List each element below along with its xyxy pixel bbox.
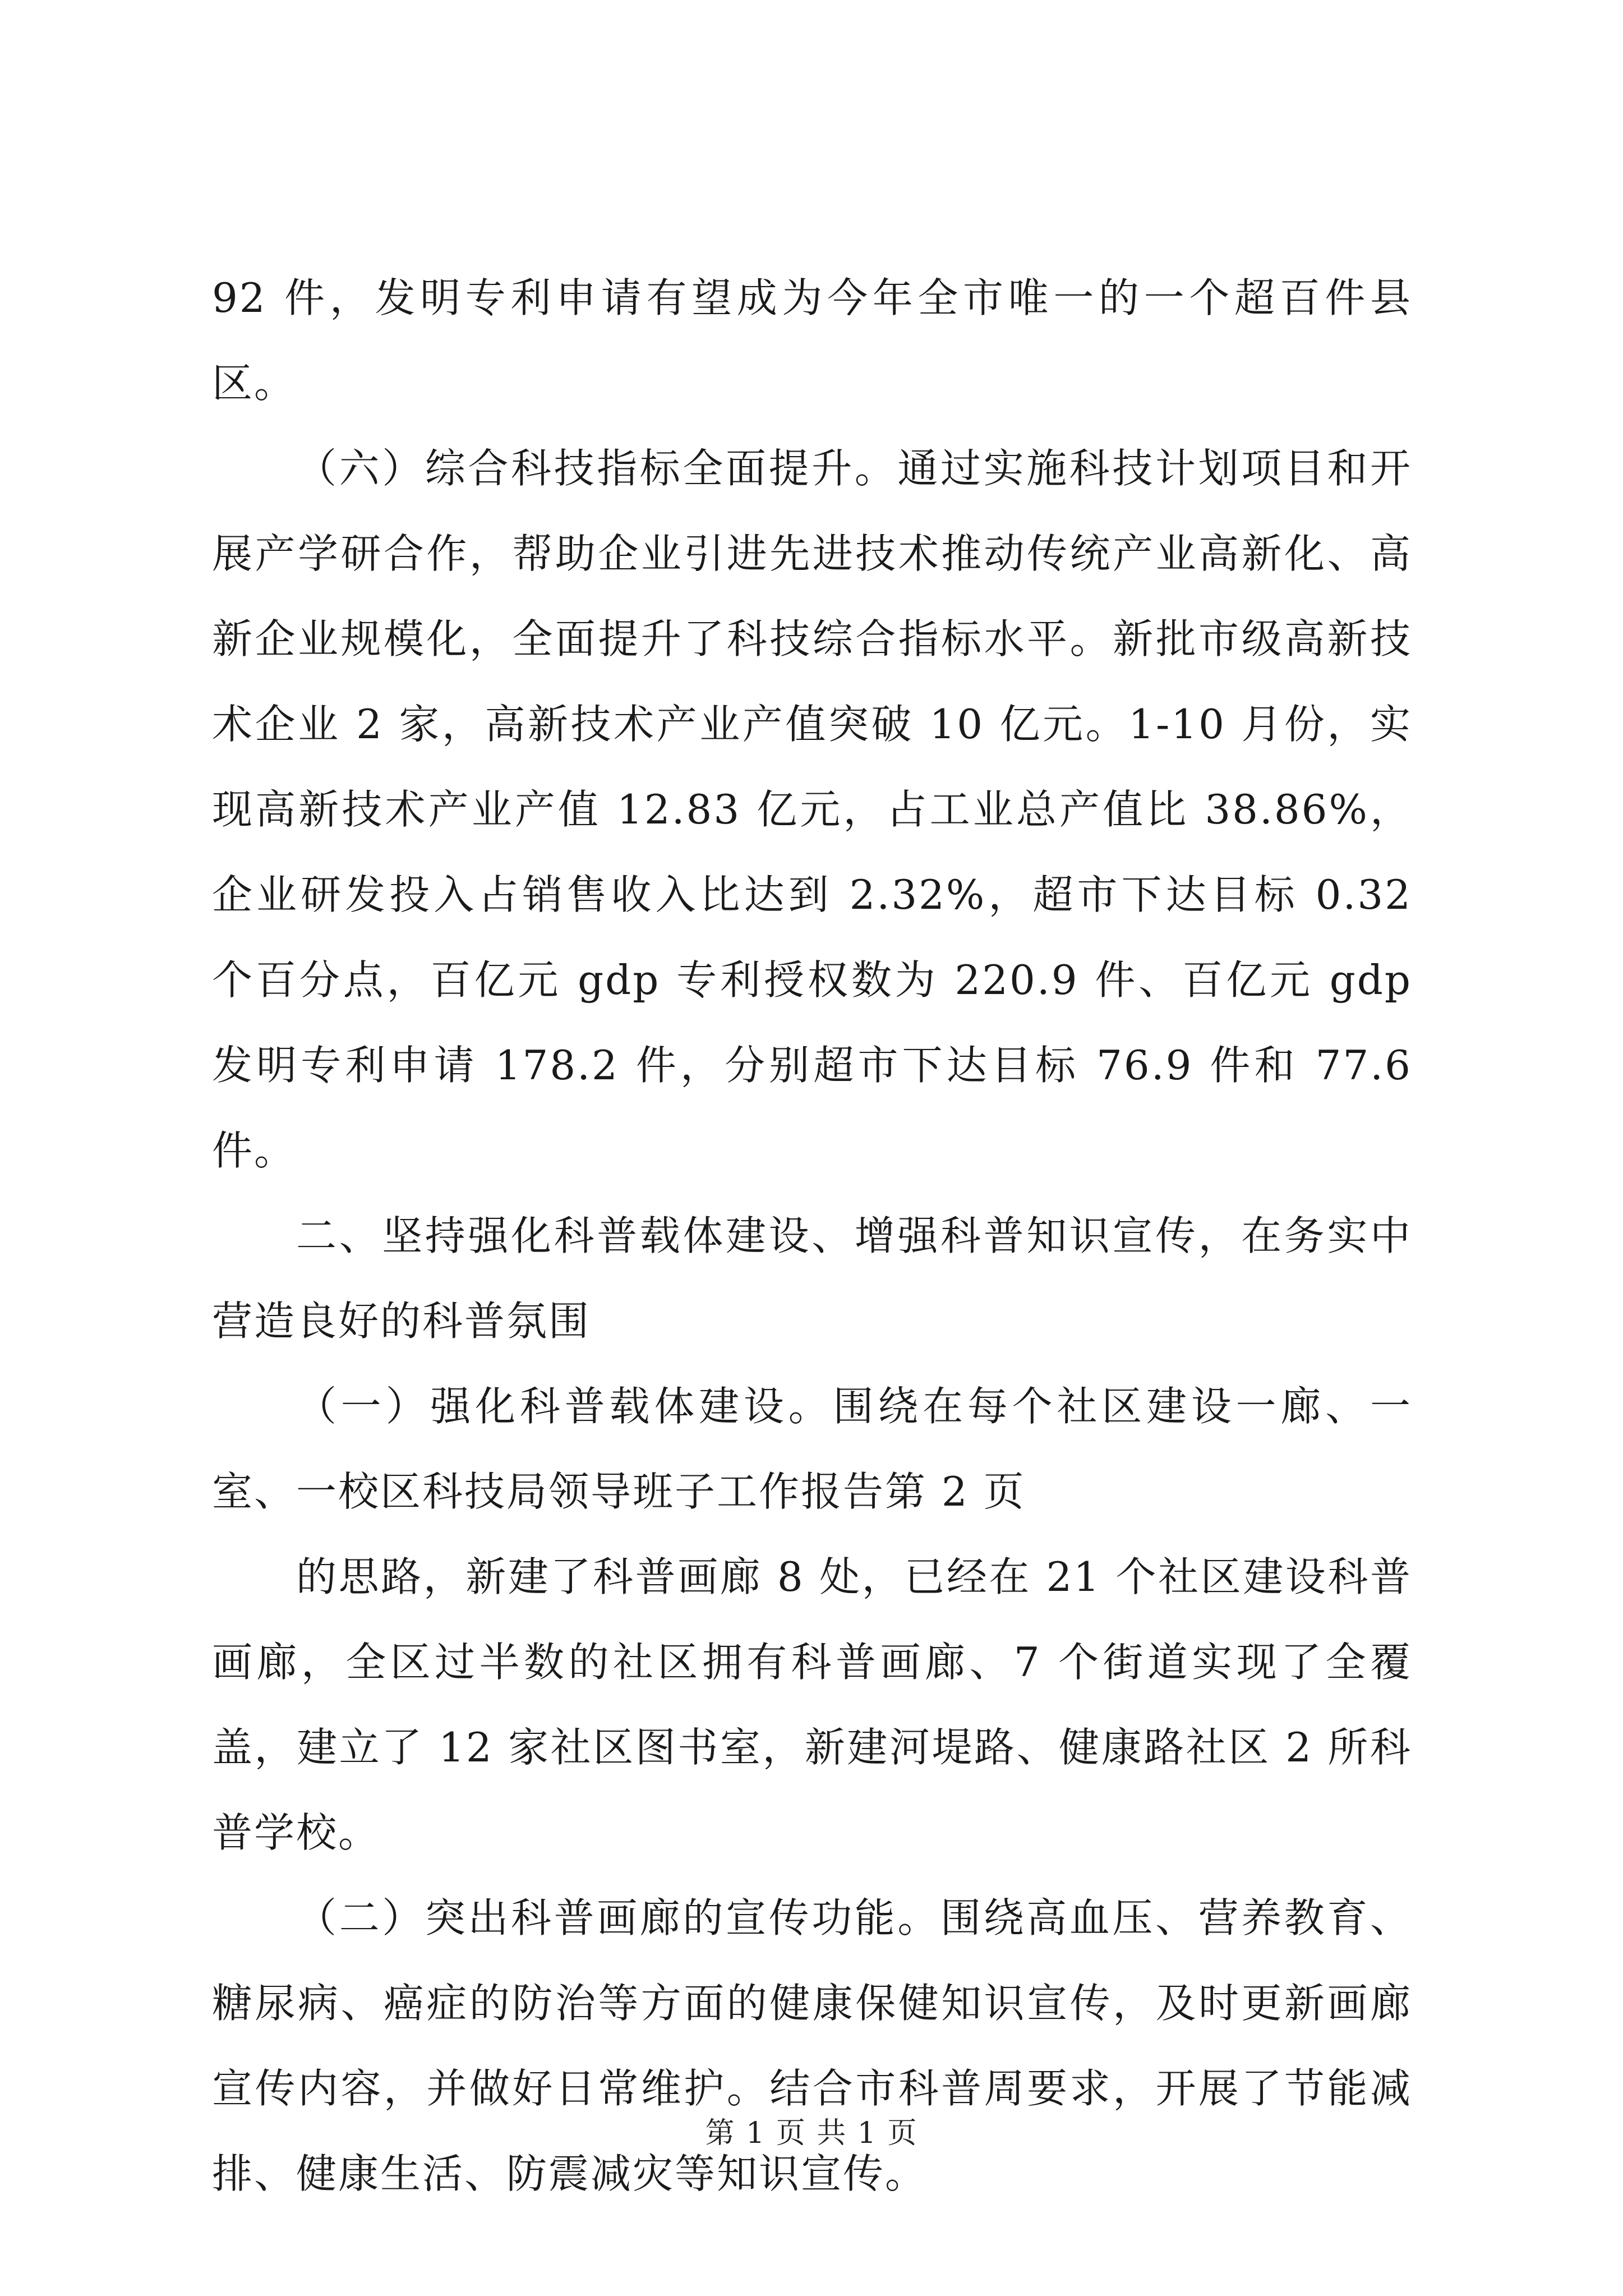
paragraph-continuation: 92 件，发明专利申请有望成为今年全市唯一的一个超百件县区。 [212,274,1412,407]
paragraph-subsection-two: （二）突出科普画廊的宣传功能。围绕高血压、营养教育、糖尿病、癌症的防治等方面的健康保健知识宣传，及时更新画廊宣传内容，并做好日常维护。结合市科普周要求，开展了节能减排、健康生活、防震减灾等知识宣传。 [212,1894,1412,2197]
page-footer: 第 1 页 共 1 页 [705,2116,918,2150]
paragraph-subsection-one-continued: 的思路，新建了科普画廊 8 处，已经在 21 个社区建设科普画廊，全区过半数的社区拥有科普画廊、7 个街道实现了全覆盖，建立了 12 家社区图书室，新建河堤路、健康路社区 2 所科普学校。 [212,1553,1412,1856]
paragraph-subsection-one: （一）强化科普载体建设。围绕在每个社区建设一廊、一室、一校区科技局领导班子工作报告第 2 页 [212,1383,1412,1515]
paragraph-section-six: （六）综合科技指标全面提升。通过实施科技计划项目和开展产学研合作，帮助企业引进先进技术推动传统产业高新化、高新企业规模化，全面提升了科技综合指标水平。新批市级高新技术企业 2 家，高新技术产业产值突破 10 亿元。1-10 月份，实现高新技术产业产值 12.83 亿元，占工业总产值比 38.86%，企业研发投入占销售收入比达到 2.32%，超市下达目标 0.32 个百分点，百亿元 gdp 专利授权数为 220.9 件、百亿元 gdp 发明专利申请 178.2 件，分别超市下达目标 76.9 件和 77.6 件。 [212,445,1412,1174]
document-body [212,255,1412,2216]
paragraph-heading-two: 二、坚持强化科普载体建设、增强科普知识宣传，在务实中营造良好的科普氛围 [212,1212,1412,1345]
